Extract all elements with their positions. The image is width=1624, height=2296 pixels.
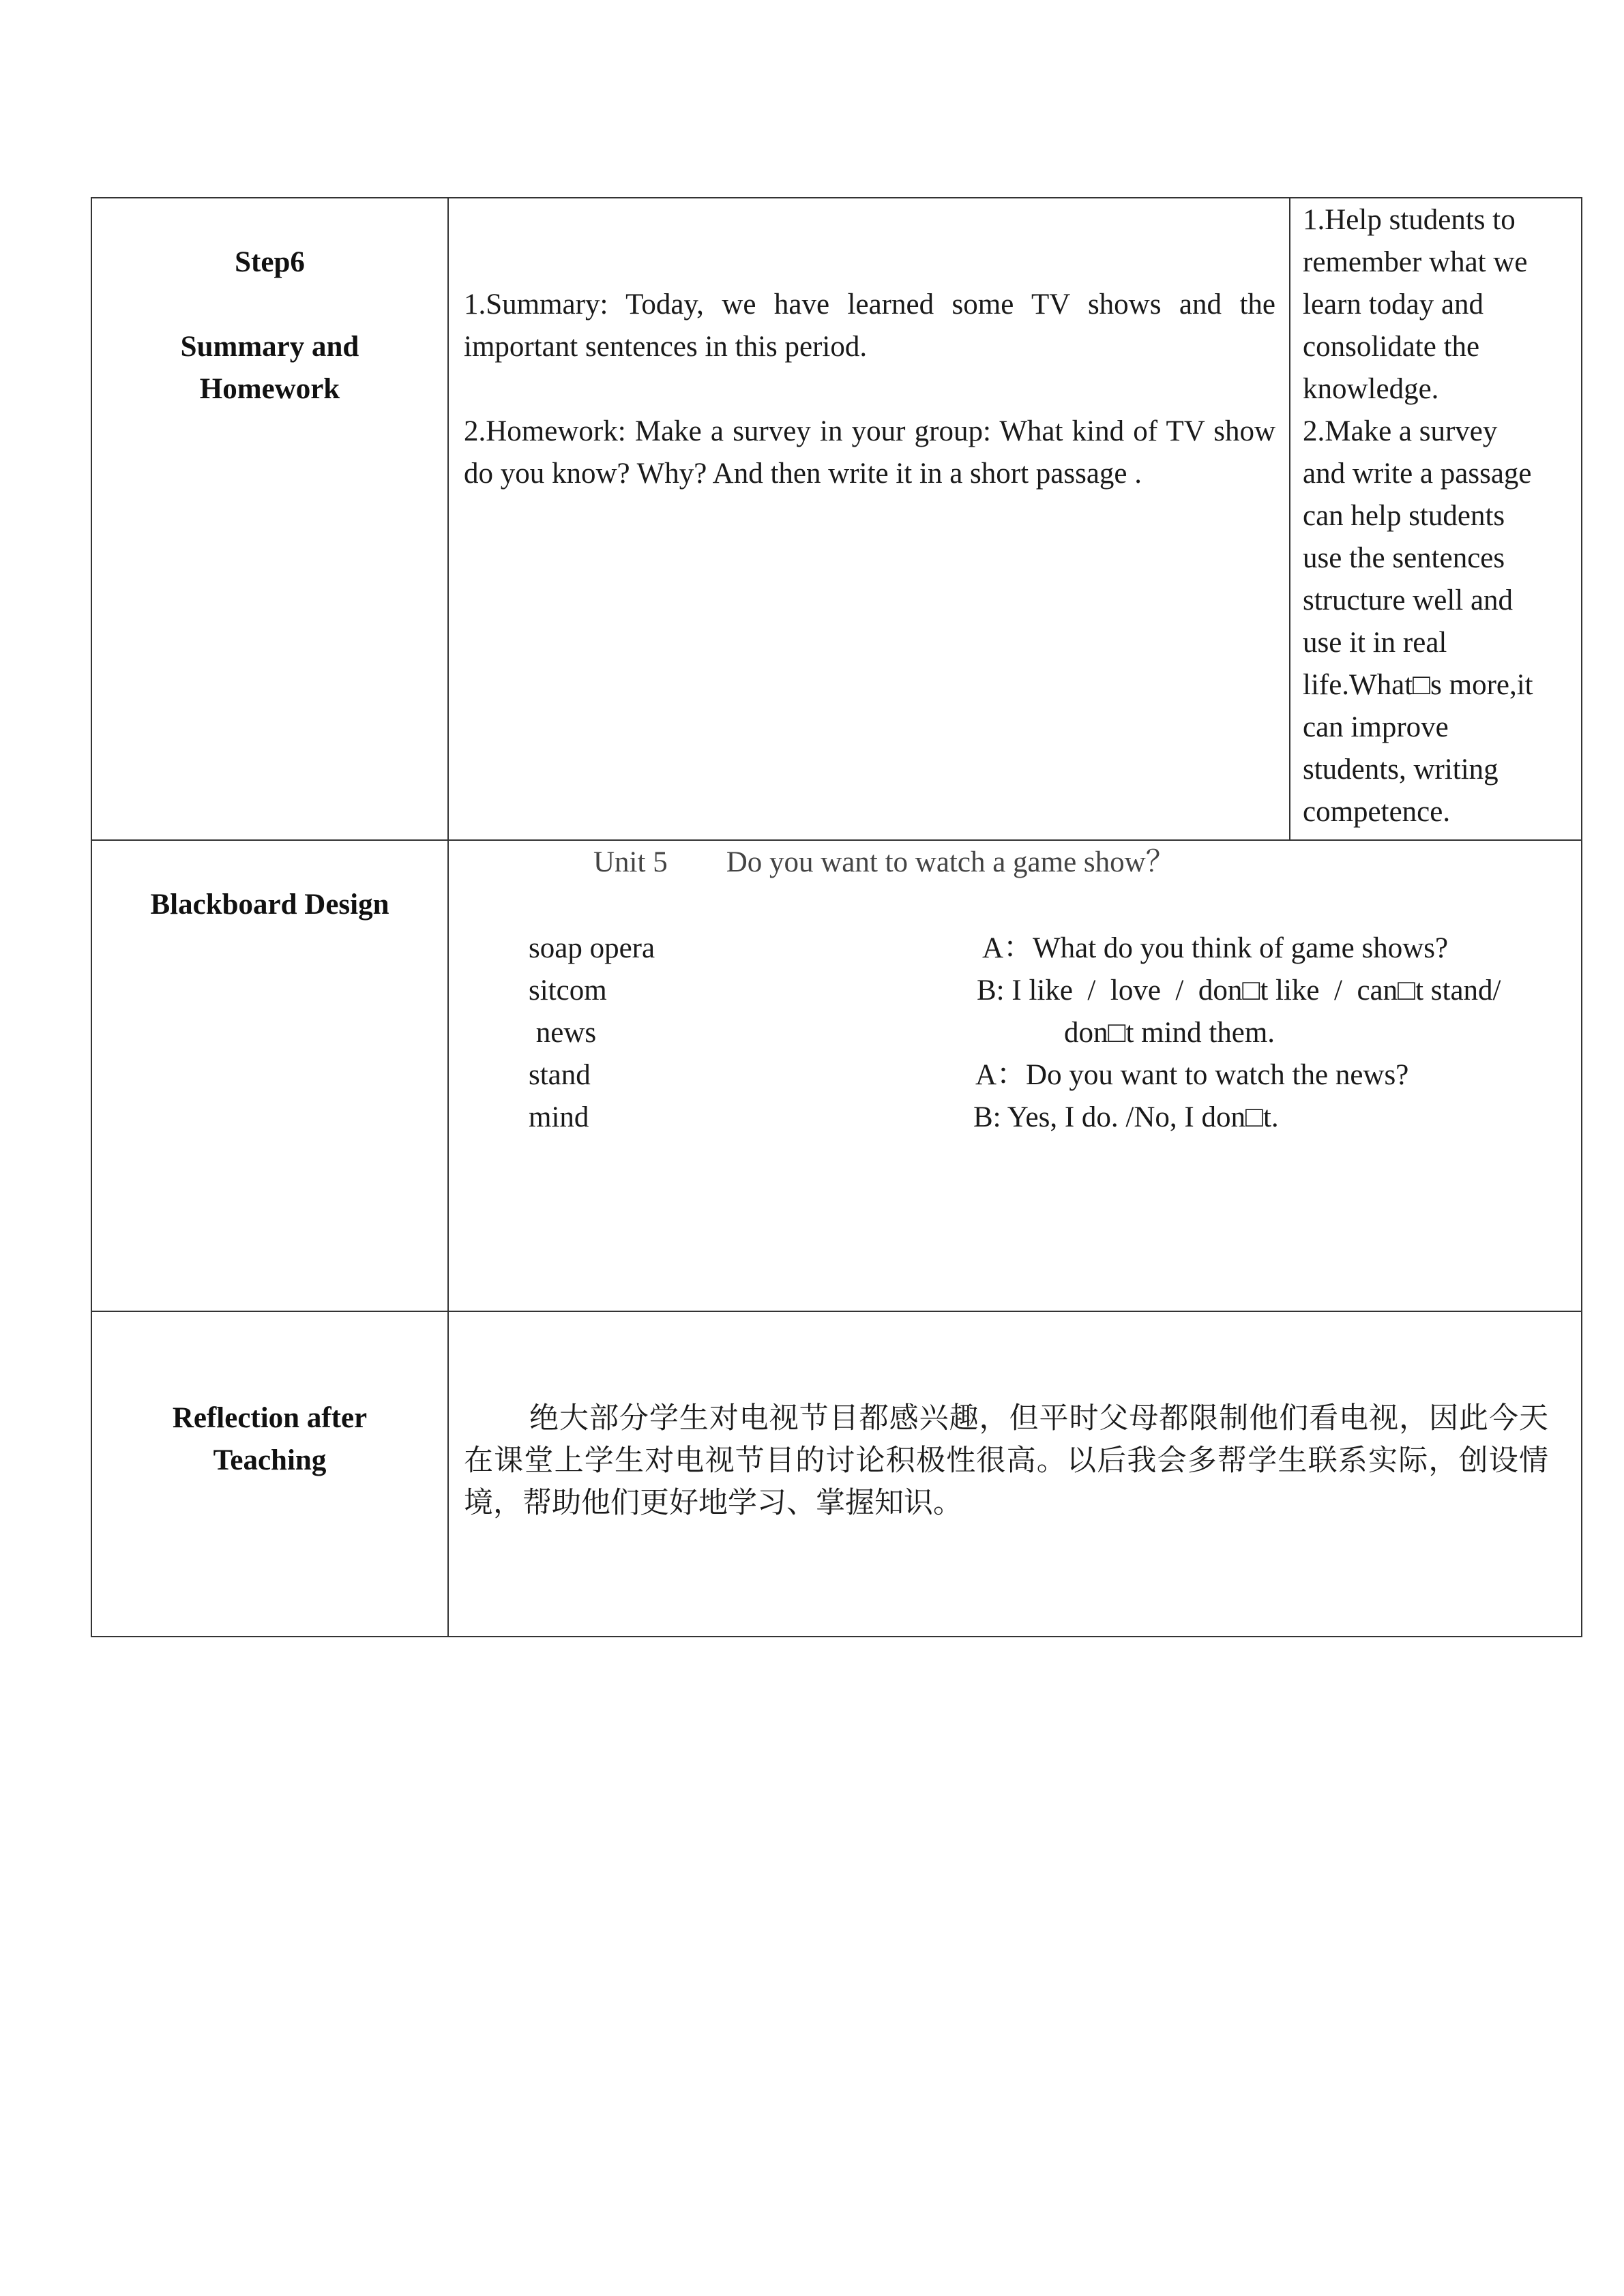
purpose-line: consolidate the [1303,331,1480,363]
dialogue-line-a2: A：Do you want to watch the news? [975,1059,1409,1091]
step6-label: Step6 [235,246,305,278]
purpose-line: knowledge. [1303,373,1439,405]
reflection-content-cell [464,1397,1548,1524]
purpose-line: can help students [1303,500,1505,532]
vocab-mind: mind [529,1101,589,1133]
table-border-col1 [447,197,449,1637]
summary-paragraph: 1.Summary: Today, we have learned some TV shows and the important sentences in this period. [464,288,1275,363]
dialogue-line-a1: A：What do you think of game shows? [982,932,1449,964]
purpose-line: use the sentences [1303,542,1505,574]
paragraph-gap [464,368,1275,411]
table-border-right [1581,197,1582,1637]
step6-label-cell [92,241,447,411]
step6-label-spacer [92,284,447,326]
purpose-line: can improve [1303,711,1449,743]
table-border-row2-bottom [91,1311,1582,1312]
table-border-top [91,197,1582,198]
table-border-bottom [91,1636,1582,1637]
reflection-label-cell [92,1397,447,1482]
purpose-line: life.What□s more,it [1303,669,1533,701]
purpose-line: use it in real [1303,627,1447,659]
purpose-line: 1.Help students to [1303,204,1516,236]
purpose-line: 2.Make a survey [1303,415,1498,447]
purpose-line: competence. [1303,796,1451,828]
vocab-stand: stand [529,1059,591,1091]
step6-purpose-cell [1303,199,1579,833]
purpose-line: remember what we [1303,246,1528,278]
blackboard-title: Unit 5 Do you want to watch a game show？ [593,846,1175,878]
dialogue-line-b2: B: Yes, I do. /No, I don□t. [973,1101,1279,1133]
vocab-soap-opera: soap opera [529,932,655,964]
vocab-news: news [529,1017,597,1049]
blackboard-design-label-cell [92,884,447,926]
vocab-sitcom: sitcom [529,974,607,1007]
homework-paragraph: 2.Homework: Make a survey in your group: What kind of TV show do you know? Why? And then write it in a short passage . [464,415,1275,490]
dialogue-line-b1-cont: don□t mind them. [1064,1017,1275,1049]
blackboard-design-label: Blackboard Design [150,889,389,921]
reflection-label-line1: Reflection after [172,1402,368,1434]
purpose-line: learn today and [1303,288,1484,320]
summary-homework-label-line2: Homework [199,373,340,405]
purpose-line: students, writing [1303,754,1498,786]
purpose-line: and write a passage [1303,458,1532,490]
summary-homework-label-line1: Summary and [180,331,359,363]
reflection-paragraph: 绝大部分学生对电视节目都感兴趣，但平时父母都限制他们看电视，因此今天在课堂上学生对电视节目的讨论积极性很高。以后我会多帮学生联系实际，创设情境，帮助他们更好地学习、掌握知识。 [464,1401,1548,1520]
table-border-col2 [1289,197,1290,841]
reflection-label-line2: Teaching [213,1444,327,1476]
dialogue-line-b1: B: I like / love / don□t like / can□t stand/ [977,974,1501,1007]
purpose-line: structure well and [1303,584,1514,616]
step6-content-cell [464,284,1275,495]
table-border-row1-bottom [91,839,1582,841]
